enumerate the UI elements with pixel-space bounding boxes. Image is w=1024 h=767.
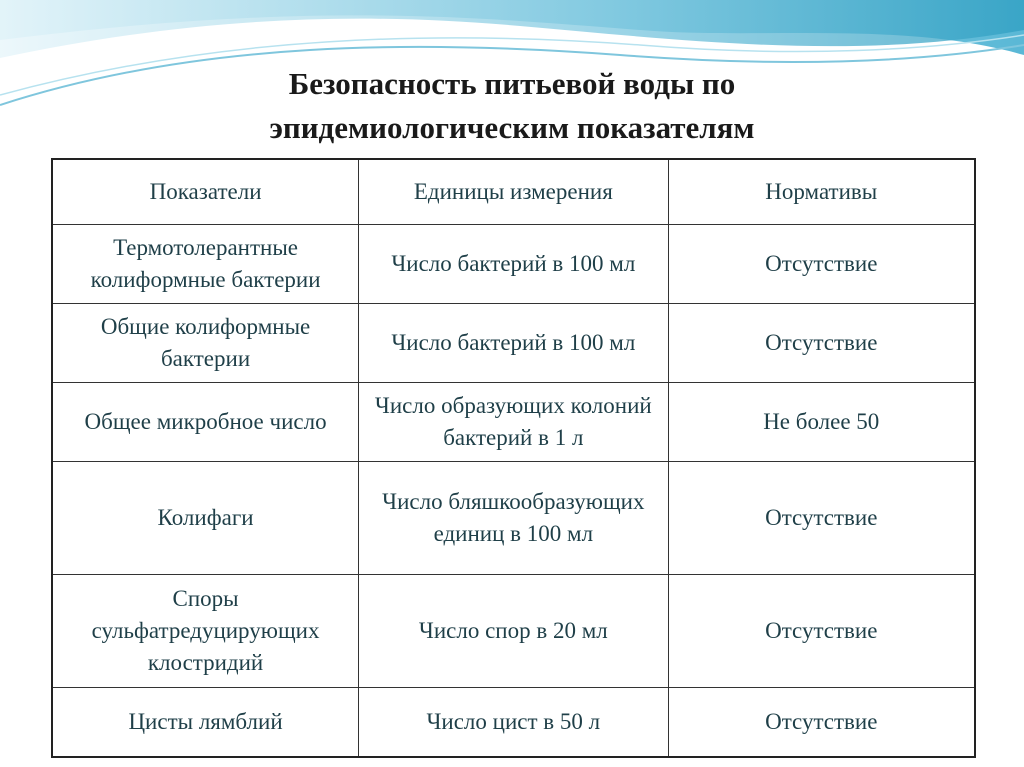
slide-title-line-1: Безопасность питьевой воды по	[288, 66, 736, 101]
slide-title	[0, 62, 1024, 150]
cell-norm: Отсутствие	[668, 224, 975, 303]
header-norms: Нормативы	[668, 159, 975, 224]
cell-norm: Отсутствие	[668, 687, 975, 757]
header-indicators: Показатели	[52, 159, 359, 224]
cell-indicator: Цисты лямблий	[52, 687, 359, 757]
cell-norm: Не более 50	[668, 382, 975, 461]
cell-indicator: Общие колиформные бактерии	[52, 303, 359, 382]
cell-indicator: Споры сульфатредуцирующих клостридий	[52, 574, 359, 687]
header-units: Единицы измерения	[359, 159, 668, 224]
cell-unit: Число бактерий в 100 мл	[359, 303, 668, 382]
table-row	[52, 687, 975, 757]
cell-unit: Число бляшкообразующих единиц в 100 мл	[359, 461, 668, 574]
table-row	[52, 303, 975, 382]
table-row	[52, 382, 975, 461]
cell-norm: Отсутствие	[668, 303, 975, 382]
cell-norm: Отсутствие	[668, 461, 975, 574]
slide-title-line-2: эпидемиологическим показателям	[269, 110, 755, 145]
indicators-table	[51, 158, 976, 758]
cell-unit: Число бактерий в 100 мл	[359, 224, 668, 303]
cell-indicator: Колифаги	[52, 461, 359, 574]
cell-unit: Число цист в 50 л	[359, 687, 668, 757]
table-row	[52, 574, 975, 687]
cell-norm: Отсутствие	[668, 574, 975, 687]
table-header-row	[52, 159, 975, 224]
cell-indicator: Термотолерантные колиформные бактерии	[52, 224, 359, 303]
cell-unit: Число образующих колоний бактерий в 1 л	[359, 382, 668, 461]
table-row	[52, 461, 975, 574]
cell-indicator: Общее микробное число	[52, 382, 359, 461]
table-row	[52, 224, 975, 303]
cell-unit: Число спор в 20 мл	[359, 574, 668, 687]
